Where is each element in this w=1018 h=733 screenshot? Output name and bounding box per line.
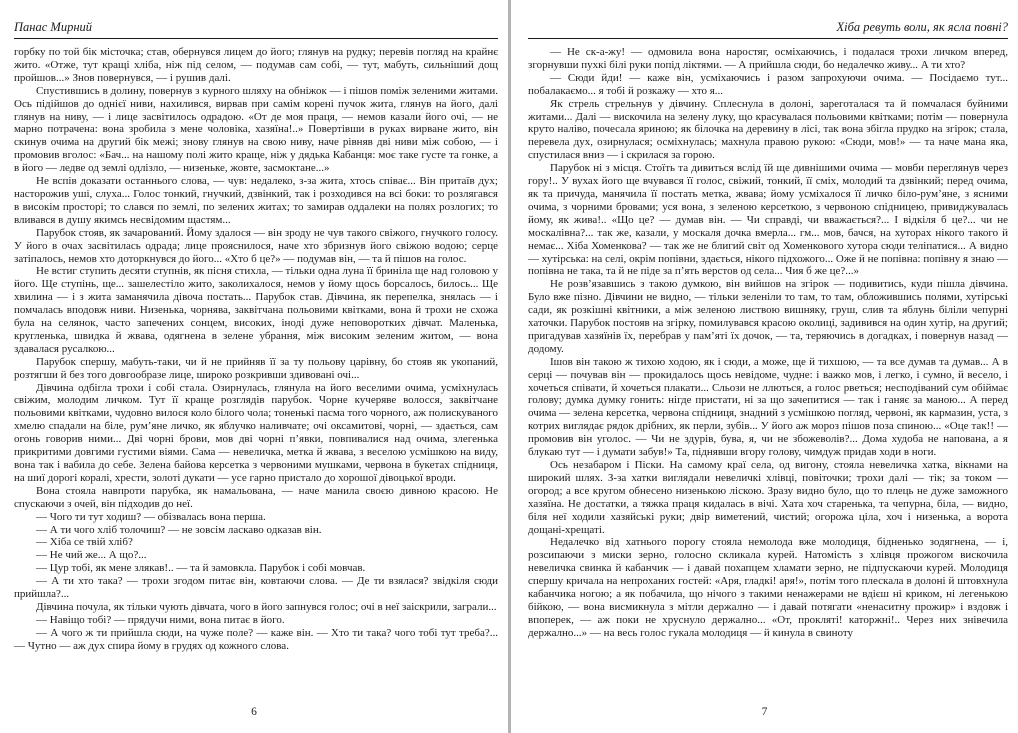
paragraph: Вона стояла навпроти парубка, як намальована, — наче манила своєю дивною красою. Не спускаючи з очей, він підходив до неї. bbox=[14, 484, 498, 510]
page-right bbox=[511, 0, 1018, 733]
page-text-right bbox=[528, 46, 1008, 640]
running-header-title: Хіба ревуть воли, як ясла повні? bbox=[528, 20, 1008, 39]
paragraph: Парубок стояв, як зачарований. Йому здалося — він зроду не чув такого свіжого, гнучкого голосу. У його в очах засвітилась одрада; лице прояснилося, наче хто збризнув його свіжою водою; серце затіпалось, немов хто доторкнувся до його... «Хто б це?» — подумав він, — та й пішов на голос. bbox=[14, 226, 498, 265]
paragraph: — Хіба се твій хліб? bbox=[36, 536, 133, 549]
paragraph: — Цур тобі, як мене злякав!.. — та й замовкла. Парубок і собі мовчав. bbox=[36, 562, 366, 575]
paragraph: Ось незабаром і Піски. На самому краї села, од вигону, стояла невеличка хатка, вікнами на широкий шлях. З-за хатки виглядали невеличкі хлівці, повіточки; трохи далі — тік; за током — огород; а все кругом обнесено низенькою ліскою. Зразу видно було, що то плець не дуже заможного хазяїна. Не достатки, а тяжка праця кидалась в вічі. Хата хоч старенька, та чепурна, біла, — видно, біля неї ходили хазяйські руки; двір виметений, чистий; огорожа ціла, хоч і низенька, а ворота дощані-хрещаті. bbox=[528, 459, 1008, 536]
paragraph: — Чого ти тут ходиш? — обізвалась вона перша. bbox=[36, 510, 266, 523]
page-number-left: 6 bbox=[251, 706, 257, 718]
paragraph: Не розв’язавшись з такою думкою, він вийшов на згірок — подивитись, куди пішла дівчина. Було вже пізно. Дівчини не видно, — тільки зеленіли то там, то там, обложившись полями, хутірські сади, як розкішні квітники, а між зеленою листвою вишняку, груш, слив та яблунь біліли чепурні хаточки. Парубок постояв на згірку, помилувався красою околиці, задивився на один хутір, на другий; пригадував хазяїнів їх, перебрав у пам’яті їх дочок, — та, теряючись в догадках, і повернув назад — додому. bbox=[528, 278, 1008, 355]
paragraph: Спустившись в долину, повернув з курного шляху на обніжок — і пішов поміж зеленими житами. Ось підійшов до однієї ниви, нахилився, вирвав при самім корені пучок жита, глянув на його, далі глянув на ниву, — і лице засвітилось одрадою. «От де моя праця, — немов казали його очі, — не марно потрачена: вона зробила з мене чоловіка, хазяїна!..» Повертівши в руках вирване жито, він скинув очима на другий бік межі; знову глянув на свою ниву, наче рівняв дві ниви між собою, — і промовив вголос: «Бач... на нашому полі жито краще, ніж у дядька Кабанця: моє таке густе та гонке, а в його — ледве од землі одлізло, — низеньке, жовте, засмоктане...» bbox=[14, 84, 498, 175]
paragraph: — А чого ж ти прийшла сюди, на чуже поле? — каже він. — Хто ти така? чого тобі тут треба?... — Чутно — аж дух спира йому в грудях од кожного слова. bbox=[14, 626, 498, 652]
paragraph: Не встиг ступить десяти ступнів, як пісня стихла, — тільки одна луна її бриніла ще над головою у його. Ще ступінь, ще... зашелестіло жито, заколихалося, немов у йому щось борсалось, билось... Ще хвилина — і з жита заманячила дівоча постать... Парубок став. Дівчина, як перепелка, знялась — і помчалась вподовж ниви. Низенька, чорнява, заквітчана польовими квітками, вона й трохи не схожа була на селянок, часто запечених сонцем, високих, іноді дуже неповоротких дівчат. Маленька, кругленька, швидка й жвава, одягнена в зелене убрання, між високим зеленим житом, — вона здавалася русалкою... bbox=[14, 265, 498, 355]
paragraph: Дівчина почула, як тільки чують дівчата, чого в його запнувся голос; очі в неї заіскрили, заграли... bbox=[36, 600, 497, 613]
paragraph: Не вспів доказати останнього слова, — чув: недалеко, з-за жита, хтось співає... Він притаїв дух; насторожив уші, слуха... Голос тонкий, гнучкий, дзвінкий, так і розходився на всі боки: то розлягався в високім просторі; то слався по землі, по зелених житах; то замирав оддалеки на полях розлогих; то вливався в душу якимсь несвідомим щастям... bbox=[14, 175, 498, 226]
page-text-left bbox=[14, 46, 498, 653]
paragraph: горбку по той бік місточка; став, обернувся лицем до його; глянув на рудку; перевів погляд на крайнє жито. «Отже, тут кращі хліба, ніж під селом, — подумав сам собі, — тут, мабуть, сильніший дощ пройшов...» Знов повернувся, — і рушив далі. bbox=[14, 46, 498, 84]
paragraph: — Не ск-а-жу! — одмовила вона наростяг, осміхаючись, і подалася трохи личком вперед, згорнувши пухкі білі руки попід ліктями. — А прийшла сюди, бо недалечко живу... А ти хто? bbox=[528, 46, 1008, 71]
running-header-author: Панас Мирний bbox=[14, 20, 498, 39]
paragraph: — А ти хто така? — трохи згодом питає він, ковтаючи слова. — Де ти взялася? звідкіля сюди прийшла?... bbox=[14, 575, 498, 601]
page-number-right: 7 bbox=[761, 706, 768, 718]
paragraph: Недалечко від хатнього порогу стояла немолода вже молодиця, бідненько зодягнена, — і, розсипаючи з миски зерно, голосно скликала курей. Натомість з хлівця прожогом вискочила невеличка свинка й кабанчик — і давай похапцем хламати зерно, не підпускаючи курей. Молодиця спершу кричала на непроханих гостей: «Аря, гладкі! аря!», потім того плескала в долоні й штовхнула кабанчика ногою; а як побачила, що нічого з такими ненажерами не вдієш ні криком, ні легенькою бійкою, — вона висмикнула з мітли держално — і давай потягати «ненаситну прожир» і вздовж і впоперек, — аж поки не хруснуло держално... «От, прокляті! каторжні!.. Через них знівечила держално...» — на весь голос гукала молодиця — й кинула в свиноту bbox=[528, 536, 1008, 639]
paragraph: — Навіщо тобі? — прядучи ними, вона питає в його. bbox=[36, 613, 285, 626]
paragraph: Ішов він такою ж тихою ходою, як і сюди, а може, ще й тихшою, — та все думав та думав... А в серці — почував він — прокидалось щось невідоме, чудне: і важко мов, і легко, і сумно, й весело, і хочеться співати, й хочеться плакати... Сльози не ллються, а голос рветься; несподіваний сум обіймає голову; думка думку гонить: нігде пристати, ні за що зачепитися — так і ганяє за маною... А перед очима — зелена керсетка, червона спідниця, знадний з усмішкою погляд, червоні, як кармазин, уста, з котрих виглядає рядок дрібних, як перли, зубів... У його аж мороз пішов поза спиною... «Оце так!! — промовив він уголос. — Чи не здурів, бува, я, чи не збожеволів?... Дома худоба не напована, а я блукаю тут — і думати забув!» Та, піднявши вгору голову, чимдуж придав ходи в ноги. bbox=[528, 355, 1008, 459]
paragraph: — А ти чого хліб толочиш? — не зовсім ласкаво одказав він. bbox=[36, 523, 322, 536]
paragraph: Дівчина одбігла трохи і собі стала. Озирнулась, глянула на його веселими очима, усміхнулась свіжим, молодим личком. Тут її краще розглядів парубок. Чорне кучеряве волосся, заквітчане польовими квітками, чудовно вилося коло білого чола; тоненькі пасма того чорного, аж полискуваного хмелю спадали на біле, рум’яне личко, як яблучко наливчате; очі оксамитові, чорні, — здається, сам огонь говорив ними... Дві чорні брови, мов дві чорні п’явки, повпивалися над очима, злегенька прикритими довгими густими віями. Сама — невеличка, метка й жвава, з веселою усмішкою на виду, вона так і вабила до себе. Зелена байова керсетка з червоними мушками, червона в букетах спідниця, на шиї дорогі коралі, хрести, золоті дукати — усе гарно пристало до хорошої дівоцької вроди. bbox=[14, 381, 498, 484]
page-left bbox=[0, 0, 508, 733]
paragraph: Як стрель стрельнув у дівчину. Сплеснула в долоні, зареготалася та й помчалася буйними житами... Далі — вискочила на зелену луку, що красувалася польовими квітками; потім — повернула круто наліво, почесала яриною; як білочка на деревину в лісі, так вона збігла прудко на згірок; стала, перевела дух, озирнулася; осміхнулась; махнула правою рукою: «Сюди, мов!» — та наче мана яка, спустилася вниз — і скрилася за горою. bbox=[528, 97, 1008, 162]
paragraph: Парубок спершу, мабуть-таки, чи й не прийняв її за ту польову царівну, бо стояв як укопаний, розтягши й без того довгообразе лице, широко розкривши здивовані очі... bbox=[14, 355, 498, 381]
paragraph: Парубок ні з місця. Стоїть та дивиться вслід їй ще дивнішими очима — мовби переглянув через гору!.. У вухах його ще вчувався її голос, свіжий, тонкий, її сміх, молодий та дзвінкий; перед очима, як та причуда, манячила її постать метка, жвава; йому усміхалося її личко біло-рум’яне, з ясними очима, з чорними бровами; уся вона, з зеленою керсеткою, з червоною спідницею, привиджувалась йому, як жива!.. «Що це? — думав він. — Чи справді, чи вважається?... І відкіля б це?... чи не москалівна?... так же, казали, у москаля дочка вмерла... гм... мов, бачся, на хуторах нікого такого й немає... Хіба Хоменкова? — так же не блигий світ од Хоменкового хутора сюди теліпатися... А видно — хутірська: на селі, окрім попівни, здається, нікого підхожого... Оже й не попівна: попівну я знаю — попівна не така, та й не піде за п’ять верстов од села... Чия б же це?...» bbox=[528, 162, 1008, 278]
paragraph: — Не чий же... А що?... bbox=[36, 549, 147, 562]
paragraph: — Сюди йди! — каже він, усміхаючись і разом запрохуючи очима. — Посідаємо тут... побалакаємо... я тобі й розкажу — хто я... bbox=[528, 71, 1008, 97]
